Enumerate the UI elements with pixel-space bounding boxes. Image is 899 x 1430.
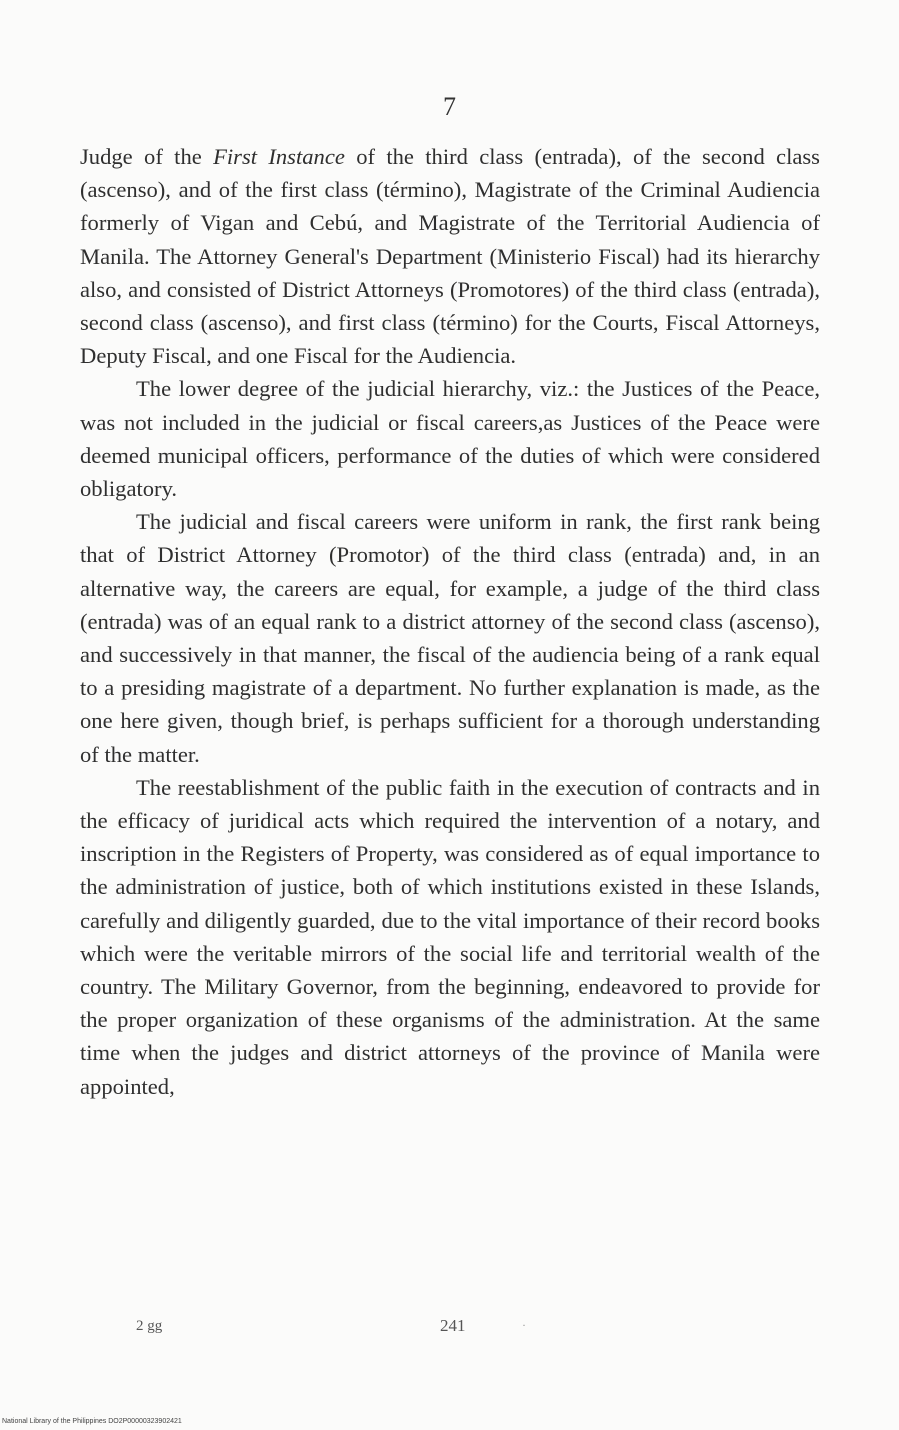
paragraph-2: The lower degree of the judicial hierarchy, viz.: the Justices of the Peace, was not included in the judicial or fiscal careers,as Justices of the Peace were deemed municipal officers, performance of the duties of which were considered obligatory.	[80, 376, 820, 502]
paragraph-4: The reestablishment of the public faith in the execution of contracts and in the efficacy of juridical acts which required the intervention of a notary, and inscription in the Registers of Property, was considered as of equal importance to the administration of justice, both of which institutions existed in these Islands, carefully and diligently guarded, due to the vital importance of their record books which were the veritable mirrors of the social life and territorial wealth of the country. The Military Governor, from the beginning, endeavored to provide for the proper organization of these organisms of the administration. At the same time when the judges and district attorneys of the province of Manila were appointed,	[80, 774, 820, 1099]
page-number: 7	[443, 92, 456, 121]
body-text	[80, 140, 820, 1103]
paragraph-1-body: of the third class (entrada), of the second class (ascenso), and of the first class (término), Magistrate of the Criminal Audiencia formerly of Vigan and Cebú, and Magistrate of the Territorial Audiencia of Manila. The Attorney General's Department (Ministerio Fiscal) had its hierarchy also, and consisted of District Attorneys (Promotores) of the third class (entrada), second class (ascenso), and first class (término) for the Courts, Fiscal Attorneys, Deputy Fiscal, and one Fiscal for the Audiencia.	[80, 144, 820, 369]
footer-dot: ·	[522, 1318, 526, 1332]
paragraph-1-emphasis: First Instance	[213, 144, 345, 169]
paragraph-3: The judicial and fiscal careers were uniform in rank, the first rank being that of District Attorney (Promotor) of the third class (entrada) and, in an alternative way, the careers are equal, for example, a judge of the third class (entrada) was of an equal rank to a district attorney of the second class (ascenso), and successively in that manner, the fiscal of the audiencia being of a rank equal to a presiding magistrate of a department. No further explanation is made, as the one here given, though brief, is perhaps sufficient for a thorough understanding of the matter.	[80, 509, 820, 767]
provenance-label: National Library of the Philippines DO2P00000323902421	[2, 1418, 182, 1425]
paragraph-1	[80, 140, 820, 372]
folio-number: 241	[440, 1316, 466, 1335]
signature-mark: 2 gg	[136, 1318, 163, 1334]
paragraph-1-lead: Judge of the	[80, 144, 214, 169]
